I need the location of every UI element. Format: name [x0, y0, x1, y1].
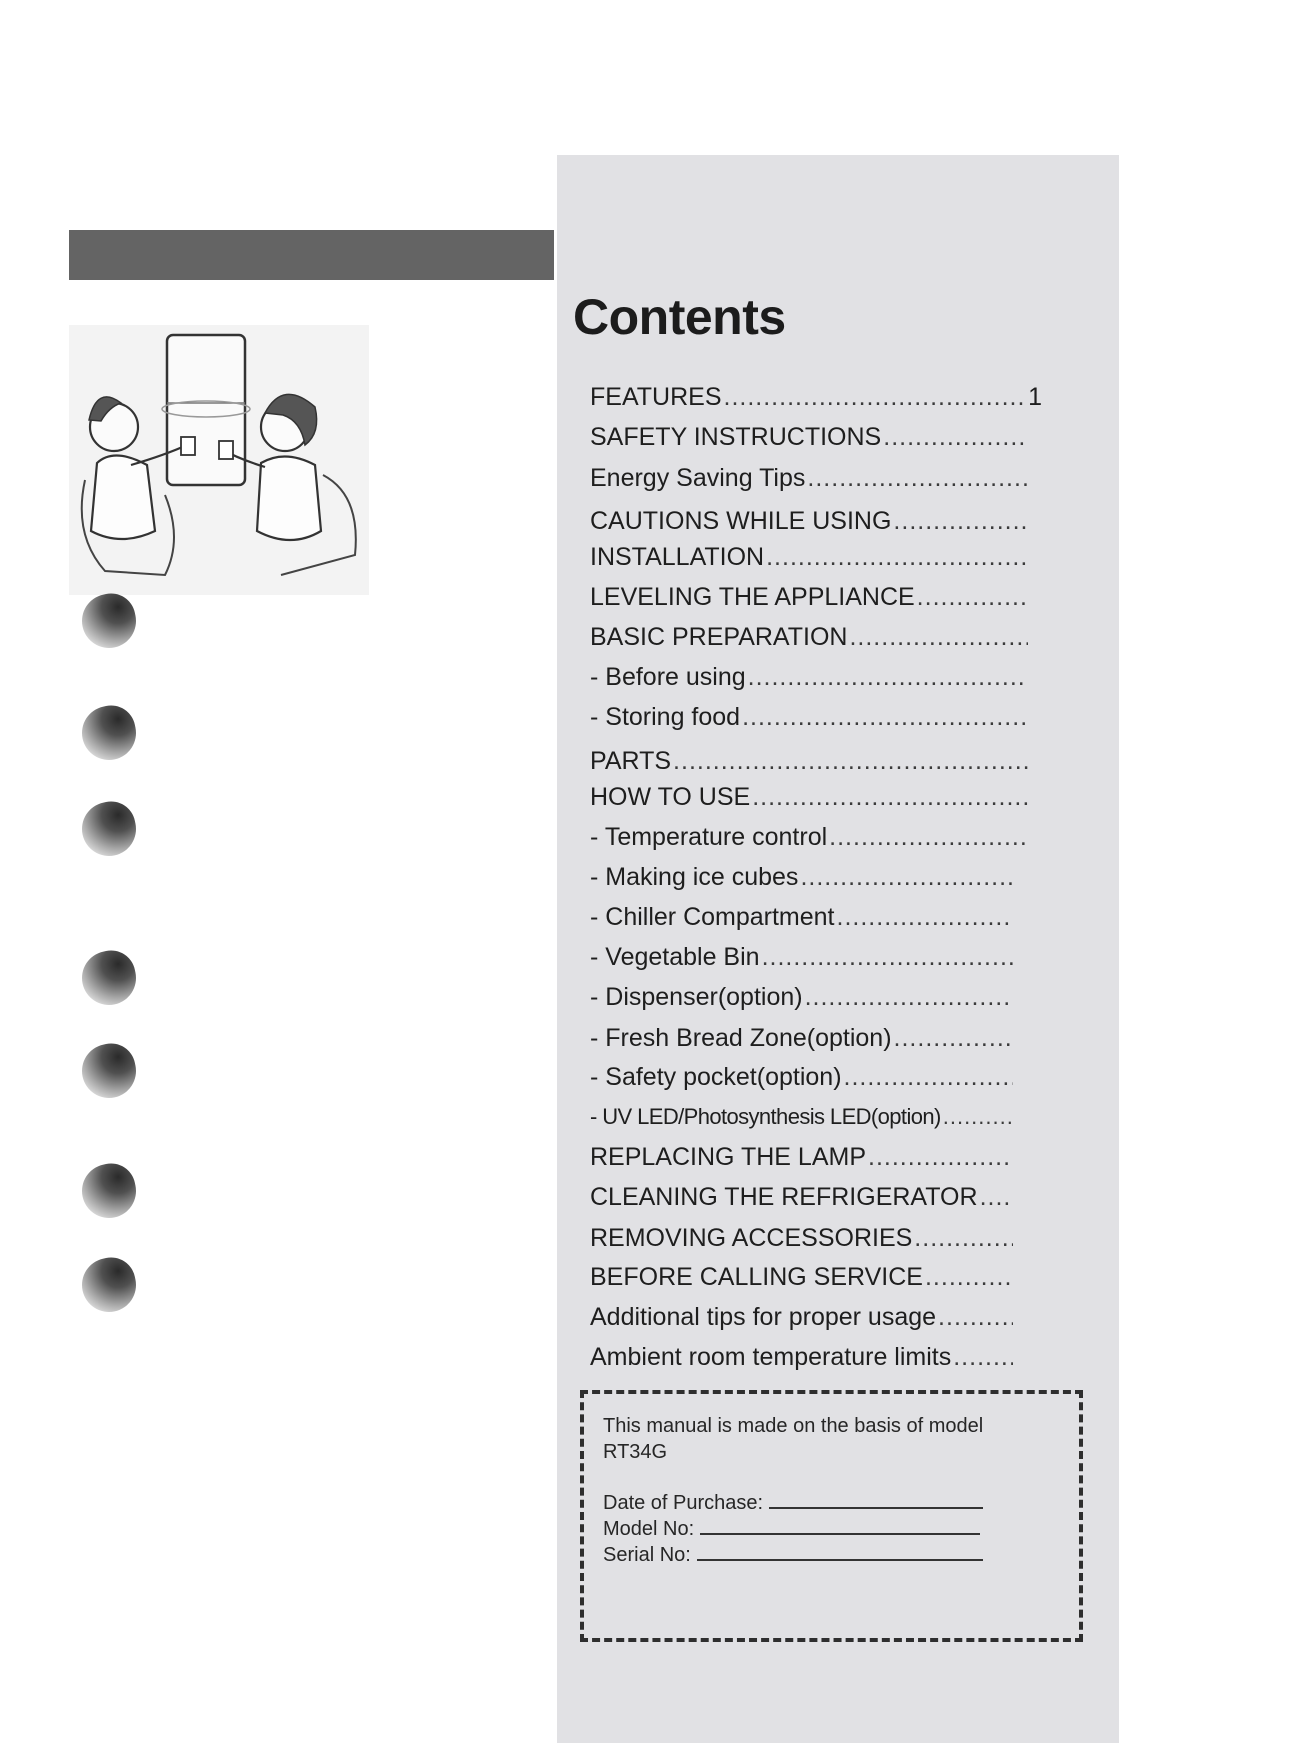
toc-entry-label: Energy Saving Tips: [590, 464, 806, 492]
section-bullet-icon: [77, 701, 141, 765]
toc-entry-label: CLEANING THE REFRIGERATOR: [590, 1183, 978, 1211]
model-basis-note: This manual is made on the basis of model: [603, 1415, 984, 1437]
toc-entry-label: REMOVING ACCESSORIES: [590, 1224, 913, 1252]
toc-entry-storing-food[interactable]: [590, 701, 1028, 733]
toc-entry-fresh-bread-zone[interactable]: [590, 1022, 1013, 1054]
toc-entry-replacing-the-lamp[interactable]: [590, 1141, 1013, 1173]
toc-entry-label: - UV LED/Photosynthesis LED(option): [590, 1104, 941, 1129]
toc-leader-dots: [837, 901, 1013, 933]
toc-leader-dots: [943, 1101, 1013, 1133]
toc-leader-dots: [724, 381, 1027, 413]
toc-entry-label: BEFORE CALLING SERVICE: [590, 1263, 923, 1291]
toc-entry-label: BASIC PREPARATION: [590, 623, 848, 651]
toc-entry-label: LEVELING THE APPLIANCE: [590, 583, 915, 611]
couple-at-refrigerator-illustration: [69, 325, 369, 595]
model-no-label: Model No:: [603, 1518, 695, 1540]
toc-entry-label: - Dispenser(option): [590, 983, 803, 1011]
toc-entry-removing-accessories[interactable]: [590, 1222, 1013, 1254]
serial-no-field[interactable]: [603, 1543, 983, 1567]
toc-leader-dots: [883, 421, 1028, 453]
toc-leader-dots: [673, 745, 1028, 777]
toc-leader-dots: [893, 505, 1028, 537]
illustration-drawing: [69, 325, 369, 595]
toc-entry-features[interactable]: [590, 381, 1042, 413]
toc-entry-safety-pocket[interactable]: [590, 1061, 1013, 1093]
toc-entry-label: INSTALLATION: [590, 543, 765, 571]
toc-leader-dots: [762, 941, 1013, 973]
date-of-purchase-blank[interactable]: [769, 1491, 983, 1509]
toc-entry-label: - Vegetable Bin: [590, 943, 760, 971]
toc-leader-dots: [844, 1061, 1013, 1093]
toc-entry-energy-saving-tips[interactable]: [590, 462, 1028, 494]
toc-entry-label: - Chiller Compartment: [590, 903, 835, 931]
toc-leader-dots: [748, 661, 1028, 693]
section-bullet-icon: [77, 1039, 141, 1103]
toc-entry-before-calling-service[interactable]: [590, 1261, 1013, 1293]
toc-entry-leveling-the-appliance[interactable]: [590, 581, 1028, 613]
toc-entry-how-to-use[interactable]: [590, 781, 1028, 813]
toc-entry-label: PARTS: [590, 747, 672, 775]
toc-leader-dots: [766, 541, 1028, 573]
toc-entry-additional-tips[interactable]: [590, 1301, 1013, 1333]
section-bullet-icon: [77, 1159, 141, 1223]
toc-entry-cautions-while-using[interactable]: [590, 505, 1028, 537]
toc-entry-label: - Temperature control: [590, 823, 828, 851]
toc-leader-dots: [917, 581, 1028, 613]
toc-entry-label: SAFETY INSTRUCTIONS: [590, 423, 882, 451]
toc-entry-label: - Before using: [590, 663, 746, 691]
toc-leader-dots: [925, 1261, 1013, 1293]
toc-leader-dots: [742, 701, 1028, 733]
section-bullet-icon: [77, 946, 141, 1010]
section-bullet-icon: [77, 1253, 141, 1317]
section-bullet-icon: [77, 589, 141, 653]
toc-leader-dots: [849, 621, 1028, 653]
toc-entry-label: Ambient room temperature limits: [590, 1343, 952, 1371]
toc-leader-dots: [805, 981, 1013, 1013]
serial-no-label: Serial No:: [603, 1544, 691, 1566]
toc-entry-making-ice-cubes[interactable]: [590, 861, 1013, 893]
toc-leader-dots: [980, 1181, 1013, 1213]
model-no-field[interactable]: [603, 1517, 980, 1541]
page-title: Contents: [573, 289, 786, 345]
toc-entry-page: 1: [1028, 383, 1042, 411]
toc-entry-label: HOW TO USE: [590, 783, 751, 811]
date-of-purchase-label: Date of Purchase:: [603, 1492, 764, 1514]
toc-entry-ambient-room-temperature-limits[interactable]: [590, 1341, 1013, 1373]
toc-entry-temperature-control[interactable]: [590, 821, 1028, 853]
toc-entry-chiller-compartment[interactable]: [590, 901, 1013, 933]
toc-entry-vegetable-bin[interactable]: [590, 941, 1013, 973]
model-name: RT34G: [603, 1441, 668, 1463]
toc-entry-label: - Making ice cubes: [590, 863, 799, 891]
toc-entry-cleaning-the-refrigerator[interactable]: [590, 1181, 1013, 1213]
toc-entry-label: - Safety pocket(option): [590, 1063, 842, 1091]
toc-leader-dots: [868, 1141, 1013, 1173]
toc-leader-dots: [953, 1341, 1013, 1373]
toc-entry-before-using[interactable]: [590, 661, 1028, 693]
toc-entry-label: CAUTIONS WHILE USING: [590, 507, 892, 535]
toc-entry-basic-preparation[interactable]: [590, 621, 1028, 653]
date-of-purchase-field[interactable]: [603, 1491, 983, 1515]
model-no-blank[interactable]: [700, 1517, 980, 1535]
serial-no-blank[interactable]: [697, 1543, 983, 1561]
toc-leader-dots: [800, 861, 1013, 893]
toc-leader-dots: [938, 1301, 1013, 1333]
toc-entry-label: Additional tips for proper usage: [590, 1303, 937, 1331]
toc-leader-dots: [829, 821, 1028, 853]
toc-entry-label: - Storing food: [590, 703, 741, 731]
toc-entry-uv-led[interactable]: [590, 1101, 1013, 1133]
toc-entry-safety-instructions[interactable]: [590, 421, 1028, 453]
toc-entry-dispenser[interactable]: [590, 981, 1013, 1013]
header-bar: [69, 230, 554, 280]
section-bullet-icon: [77, 797, 141, 861]
toc-entry-label: FEATURES: [590, 383, 722, 411]
toc-entry-label: REPLACING THE LAMP: [590, 1143, 867, 1171]
toc-entry-label: - Fresh Bread Zone(option): [590, 1024, 892, 1052]
toc-leader-dots: [807, 462, 1028, 494]
toc-leader-dots: [914, 1222, 1013, 1254]
toc-entry-installation[interactable]: [590, 541, 1028, 573]
toc-leader-dots: [752, 781, 1028, 813]
toc-entry-parts[interactable]: [590, 745, 1028, 777]
toc-leader-dots: [894, 1022, 1013, 1054]
